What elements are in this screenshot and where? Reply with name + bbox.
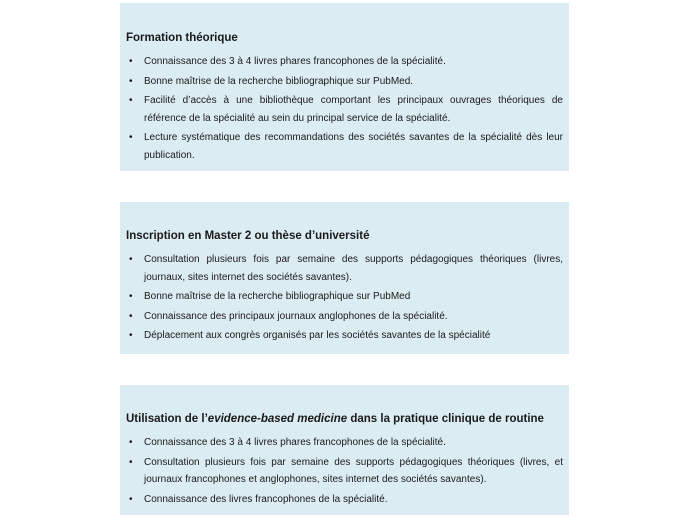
section-formation-theorique bbox=[120, 3, 569, 171]
list-item-text: Connaissance des principaux journaux anglophones de la spécialité. bbox=[144, 310, 448, 322]
list-item bbox=[126, 53, 563, 71]
bullet-icon: • bbox=[129, 95, 133, 106]
list-item bbox=[126, 288, 563, 306]
list-item-text: Consultation plusieurs fois par semaine des supports pédagogiques théoriques (livres, journaux, sites internet des sociétés savantes). bbox=[144, 254, 563, 283]
section-title-part: Utilisation de l’ bbox=[126, 413, 208, 425]
bullet-icon: • bbox=[129, 75, 133, 87]
section-title: Formation théorique bbox=[126, 32, 238, 44]
list-item-text: Connaissance des 3 à 4 livres phares francophones de la spécialité. bbox=[144, 437, 446, 448]
bullet-icon: • bbox=[129, 330, 133, 341]
list-item bbox=[126, 454, 563, 489]
bullet-icon: • bbox=[129, 456, 133, 468]
bullet-icon: • bbox=[129, 291, 133, 302]
list-item bbox=[126, 434, 563, 452]
bullet-icon: • bbox=[129, 56, 133, 67]
list-item-text: Bonne maîtrise de la recherche bibliographique sur PubMed. bbox=[144, 75, 414, 87]
section-title: Inscription en Master 2 ou thèse d’université bbox=[126, 230, 370, 242]
list-item bbox=[126, 92, 563, 127]
list-item-text: Consultation plusieurs fois par semaine des supports pédagogiques théoriques (livres, et journaux francophones et anglophones, sites internet des sociétés savantes). bbox=[144, 456, 563, 485]
section-evidence-based-medicine bbox=[120, 385, 569, 515]
list-item-text: Déplacement aux congrès organisés par les sociétés savantes de la spécialité bbox=[144, 330, 491, 341]
item-list bbox=[126, 434, 563, 508]
item-list bbox=[126, 251, 563, 345]
bullet-icon: • bbox=[129, 437, 133, 448]
section-title-italic: evidence-based medicine bbox=[207, 413, 348, 425]
item-list bbox=[126, 53, 563, 164]
list-item-text: Connaissance des livres francophones de la spécialité. bbox=[144, 493, 388, 505]
list-item bbox=[126, 308, 563, 326]
bullet-icon: • bbox=[129, 310, 133, 322]
list-item bbox=[126, 327, 563, 345]
list-item bbox=[126, 129, 563, 164]
bullet-icon: • bbox=[129, 132, 133, 143]
section-title-part: dans la pratique clinique de routine bbox=[347, 413, 544, 425]
list-item bbox=[126, 491, 563, 509]
list-item-text: Facilité d’accès à une bibliothèque comportant les principaux ouvrages théoriques de référence de la spécialité au sein du principal service de la spécialité. bbox=[144, 95, 563, 124]
bullet-icon: • bbox=[129, 254, 133, 265]
bullet-icon: • bbox=[129, 493, 133, 505]
section-master-these bbox=[120, 202, 569, 354]
list-item-text: Connaissance des 3 à 4 livres phares francophones de la spécialité. bbox=[144, 56, 446, 67]
list-item bbox=[126, 251, 563, 286]
list-item bbox=[126, 73, 563, 91]
list-item-text: Lecture systématique des recommandations des sociétés savantes de la spécialité dès leur publication. bbox=[144, 132, 563, 161]
list-item-text: Bonne maîtrise de la recherche bibliographique sur PubMed bbox=[144, 291, 411, 302]
section-title bbox=[126, 385, 563, 426]
